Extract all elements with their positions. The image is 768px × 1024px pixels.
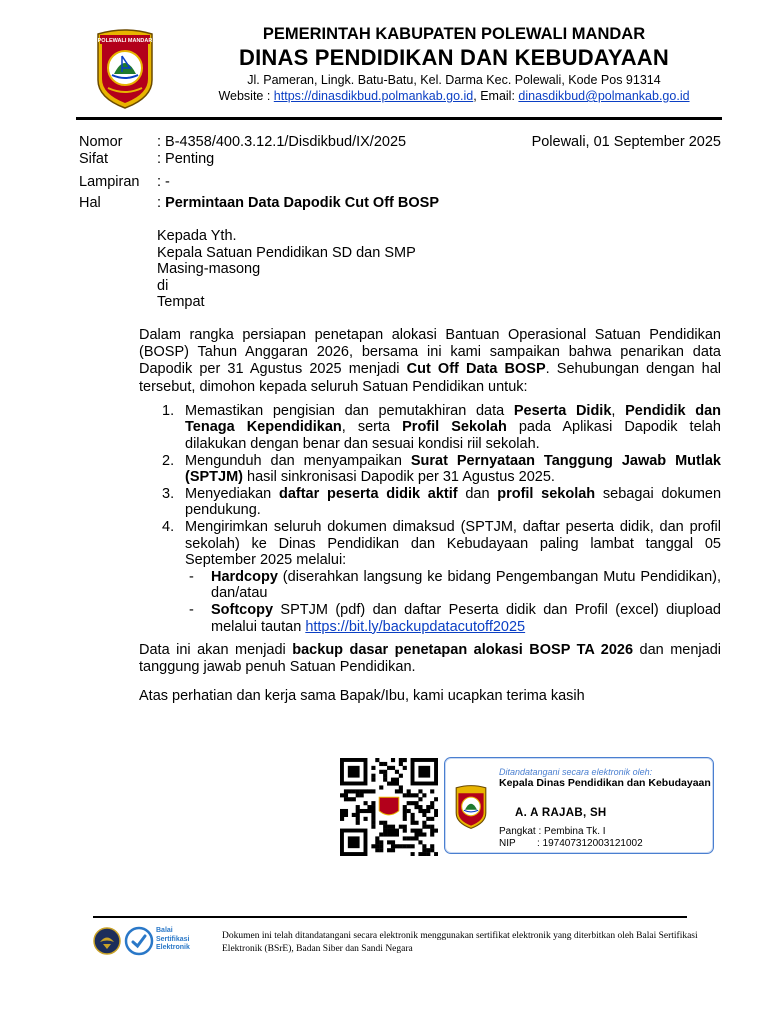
list-item	[139, 519, 721, 635]
hal-value	[157, 195, 439, 212]
recipient-greeting: Kepada Yth.	[157, 228, 237, 244]
intro-text-end: . Sehubungan dengan hal tersebut, dimohon kepada seluruh Satuan Pendidikan untuk:	[139, 361, 721, 395]
website-link[interactable]: https://dinasdikbud.polmankab.go.id	[273, 89, 474, 103]
e-signature-note: Ditandatangani secara elektronik oleh:	[499, 767, 653, 777]
list-item	[139, 403, 721, 453]
item-text: Mengirimkan seluruh dokumen dimaksud (SPTJM, daftar peserta didik, dan profil sekolah) ke Dinas Pendidikan dan Kebudayaan paling lambat tanggal 05 September 2025 melalui:	[185, 518, 721, 569]
bssn-emblem-icon	[93, 927, 121, 955]
item-emphasis: Pendidik dan Tenaga Kependidikan	[185, 402, 721, 436]
item-text: Mengunduh dan menyampaikan	[185, 452, 411, 469]
email-link[interactable]: dinasdikbud@polmankab.go.id	[518, 89, 690, 103]
letterhead-address: Jl. Pameran, Lingk. Batu-Batu, Kel. Darma Kec. Polewali, Kode Pos 91314	[247, 73, 661, 87]
method-text: (diserahkan langsung ke bidang Pengembangan Mutu Pendidikan), dan/atau	[211, 568, 721, 602]
pangkat-value: : Pembina Tk. I	[538, 826, 606, 837]
method-name: Softcopy	[211, 601, 274, 618]
item-emphasis: Surat Pernyataan Tanggung Jawab Mutlak (SPTJM)	[185, 452, 721, 486]
method-text: SPTJM (pdf) dan daftar Peserta didik dan Profil (excel) diupload melalui tautan	[211, 601, 721, 635]
upload-link[interactable]: https://bit.ly/backupdatacutoff2025	[305, 618, 526, 635]
closing-text: Data ini akan menjadi	[139, 642, 293, 659]
recipient-at: di	[157, 277, 169, 294]
nomor-label: Nomor	[79, 134, 123, 150]
bsre-logo-icon	[124, 926, 154, 956]
list-number: 1.	[162, 402, 175, 419]
list-number: 2.	[162, 452, 175, 469]
sub-list-item	[185, 569, 721, 602]
intro-paragraph	[139, 327, 721, 396]
recipient-title: Kepala Satuan Pendidikan SD dan SMP	[157, 244, 416, 261]
letter-date: Polewali, 01 September 2025	[531, 134, 721, 150]
hal-label: Hal	[79, 195, 101, 211]
regency-logo-small	[454, 784, 488, 830]
recipient-scope: Masing-masong	[157, 261, 261, 277]
nomor-value: : B-4358/400.3.12.1/Disdikbud/IX/2025	[157, 134, 407, 150]
letter-body	[139, 327, 721, 705]
item-text: Memastikan pengisian dan pemutakhiran data	[185, 402, 514, 419]
hal-prefix: :	[157, 195, 166, 211]
letterhead-divider	[76, 117, 722, 120]
sub-list-item	[185, 602, 721, 635]
request-list	[139, 403, 721, 635]
subject: Permintaan Data Dapodik Cut Off BOSP	[165, 195, 439, 211]
nip-row	[499, 838, 643, 849]
footer-divider	[93, 916, 687, 918]
item-text: ,	[611, 402, 626, 419]
sifat-value: : Penting	[157, 151, 215, 167]
bsre-line: Balai	[156, 927, 173, 934]
letterhead-agency: DINAS PENDIDIKAN DAN KEBUDAYAAN	[239, 45, 669, 70]
lampiran-label: Lampiran	[79, 174, 140, 190]
delivery-methods	[185, 569, 721, 635]
bsre-line: Elektronik	[156, 944, 190, 951]
letterhead-government: PEMERINTAH KABUPATEN POLEWALI MANDAR	[262, 25, 646, 43]
closing-emphasis: backup dasar penetapan alokasi BOSP TA 2026	[292, 642, 634, 659]
item-text: sebagai dokumen pendukung.	[185, 485, 722, 519]
bsre-wordmark	[156, 927, 190, 953]
pangkat-label: Pangkat	[499, 826, 536, 837]
item-emphasis: profil sekolah	[497, 485, 596, 502]
regency-logo	[94, 28, 156, 110]
nip-label: NIP	[499, 838, 516, 849]
recipient-place: Tempat	[157, 294, 205, 310]
item-emphasis: Peserta Didik	[513, 402, 612, 419]
closing-text-end: dan menjadi tanggung jawab penuh Satuan Pendidikan.	[139, 642, 721, 676]
item-emphasis: daftar peserta didik aktif	[278, 485, 458, 502]
item-text: , serta	[341, 419, 403, 436]
dash-bullet: -	[189, 568, 194, 585]
nip-value: : 197407312003121002	[537, 838, 643, 849]
item-text: dan	[457, 485, 498, 502]
letterhead-contact	[180, 89, 728, 104]
item-emphasis: Profil Sekolah	[402, 419, 507, 436]
website-label: Website :	[218, 89, 274, 103]
intro-emphasis: Cut Off Data BOSP	[406, 361, 546, 378]
lampiran-value: : -	[157, 174, 170, 190]
recipient-block	[157, 228, 416, 311]
item-text: hasil sinkronisasi Dapodik per 31 Agustus 2025.	[243, 469, 555, 486]
closing-paragraph	[139, 642, 721, 676]
qr-code	[340, 758, 438, 856]
method-name: Hardcopy	[211, 568, 278, 585]
item-text: Menyediakan	[185, 485, 279, 502]
list-item	[139, 453, 721, 486]
letterhead	[180, 24, 728, 104]
item-text: pada Aplikasi Dapodik telah dilakukan dengan benar dan sesuai kondisi riil sekolah.	[185, 419, 721, 452]
footer-note: Dokumen ini telah ditandatangani secara elektronik menggunakan sertifikat elektronik yang diterbitkan oleh Balai Sertifikasi Elektronik (BSrE), Badan Siber dan Sandi Negara	[222, 931, 698, 954]
sifat-label: Sifat	[79, 151, 109, 167]
list-number: 4.	[162, 518, 175, 535]
logo-banner-text: POLEWALI MANDAR	[97, 38, 153, 44]
dash-bullet: -	[189, 601, 194, 618]
signer-position: Kepala Dinas Pendidikan dan Kebudayaan	[499, 777, 711, 789]
email-label: , Email:	[473, 89, 519, 103]
pangkat-row	[499, 826, 606, 837]
e-signature-box	[444, 757, 714, 854]
signer-name: A. A RAJAB, SH	[515, 807, 607, 819]
intro-text: Dalam rangka persiapan penetapan alokasi Bantuan Operasional Satuan Pendidikan (BOSP) Tahun Anggaran 2026, bersama ini kami sampaikan bahwa penarikan data Dapodik per 31 Agustus 2025 menjadi	[139, 327, 721, 378]
bsre-line: Sertifikasi	[156, 935, 190, 943]
thanks-paragraph: Atas perhatian dan kerja sama Bapak/Ibu, kami ucapkan terima kasih	[139, 687, 585, 704]
list-item	[139, 486, 721, 519]
list-number: 3.	[162, 485, 175, 502]
